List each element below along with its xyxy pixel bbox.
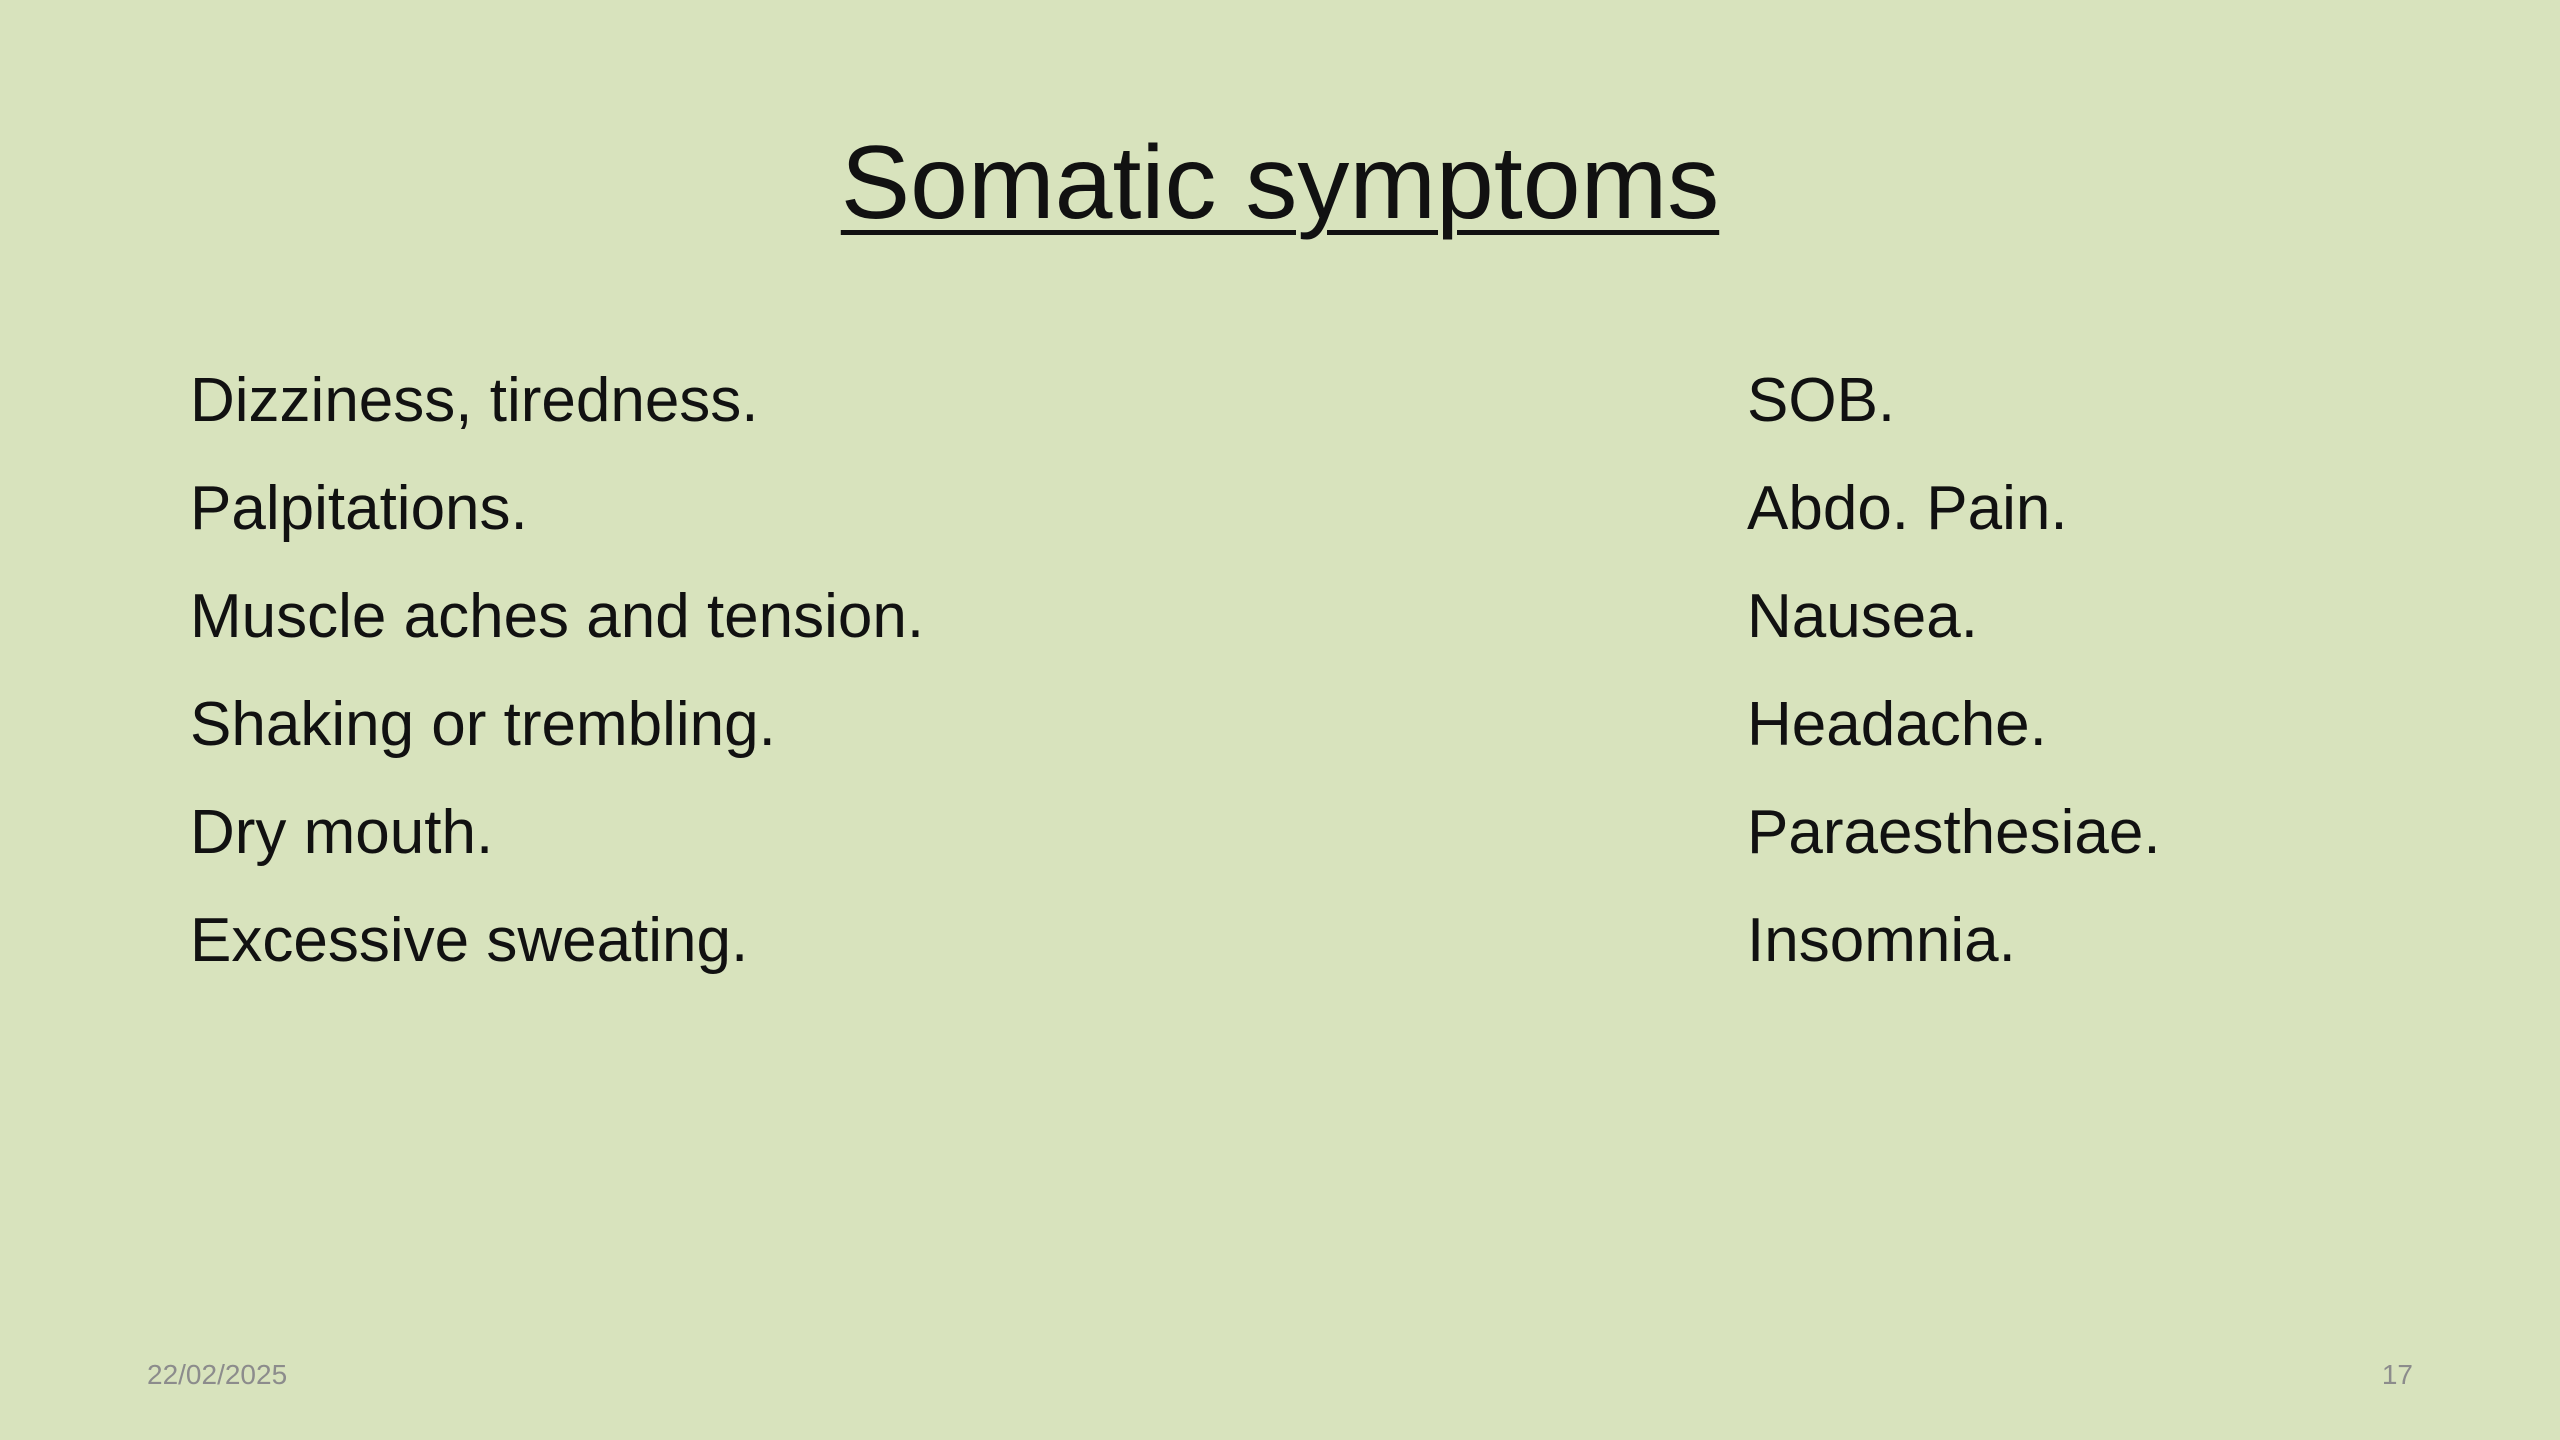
list-item: Shaking or trembling. — [190, 690, 776, 759]
symptom-list-right — [1747, 347, 2161, 995]
list-item: Excessive sweating. — [190, 906, 749, 975]
list-item: Insomnia. — [1747, 906, 2016, 975]
list-item: Dizziness, tiredness. — [190, 366, 759, 435]
slide-title — [0, 118, 2560, 248]
list-item: Dry mouth. — [190, 798, 494, 867]
list-item: Muscle aches and tension. — [190, 582, 925, 651]
list-item: Nausea. — [1747, 582, 1978, 651]
footer-page-number: 17 — [2381, 1359, 2413, 1390]
list-item: Headache. — [1747, 690, 2047, 759]
list-item: Abdo. Pain. — [1747, 474, 2068, 543]
symptom-list-left — [190, 347, 924, 995]
footer-date: 22/02/2025 — [147, 1359, 288, 1390]
slide-title-text: Somatic symptoms — [840, 125, 1720, 241]
list-item: SOB. — [1747, 366, 1896, 435]
list-item: Palpitations. — [190, 474, 528, 543]
list-item: Paraesthesiae. — [1747, 798, 2161, 867]
